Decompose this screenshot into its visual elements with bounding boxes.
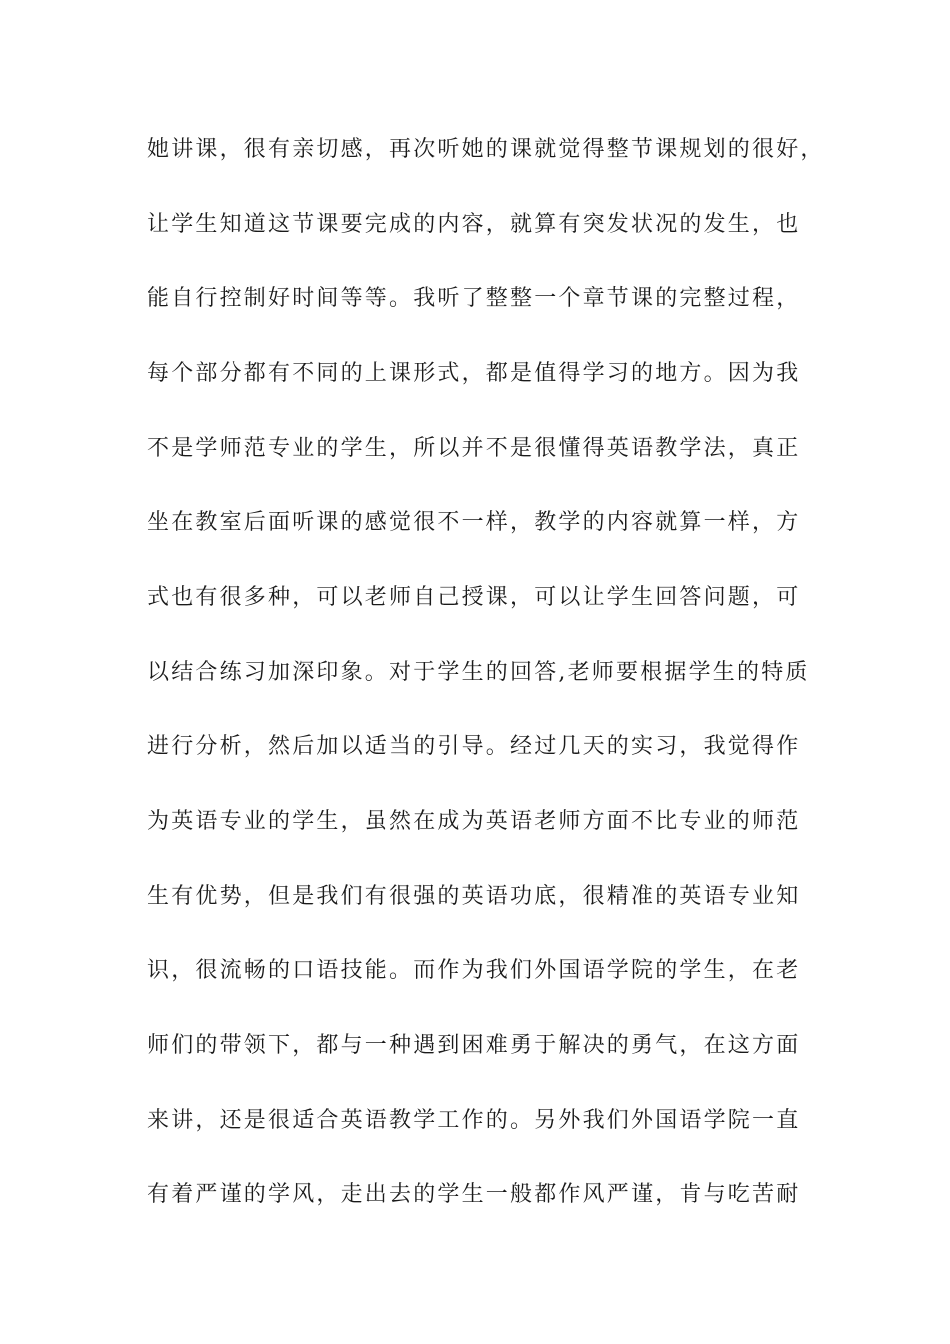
text-line: 式也有很多种，可以老师自己授课，可以让学生回答问题，可: [147, 584, 801, 610]
text-line: 师们的带领下，都与一种遇到困难勇于解决的勇气，在这方面: [147, 1032, 801, 1058]
text-line: 为英语专业的学生，虽然在成为英语老师方面不比专业的师范: [147, 808, 801, 834]
text-line: 坐在教室后面听课的感觉很不一样，教学的内容就算一样，方: [147, 510, 801, 536]
text-line: 进行分析，然后加以适当的引导。经过几天的实习，我觉得作: [147, 734, 801, 760]
text-line: 以结合练习加深印象。对于学生的回答,老师要根据学生的特质: [147, 659, 810, 685]
text-line: 不是学师范专业的学生，所以并不是很懂得英语教学法，真正: [147, 435, 801, 461]
text-line: 生有优势，但是我们有很强的英语功底，很精准的英语专业知: [147, 883, 801, 909]
body-text: [147, 126, 847, 1246]
text-line: 识，很流畅的口语技能。而作为我们外国语学院的学生，在老: [147, 958, 801, 984]
text-line: 来讲，还是很适合英语教学工作的。另外我们外国语学院一直: [147, 1107, 801, 1133]
text-line: 让学生知道这节课要完成的内容，就算有突发状况的发生，也: [147, 211, 801, 237]
text-line: 能自行控制好时间等等。我听了整整一个章节课的完整过程，: [147, 286, 801, 312]
text-line: 有着严谨的学风，走出去的学生一般都作风严谨，肯与吃苦耐: [147, 1182, 801, 1208]
text-line: 她讲课，很有亲切感，再次听她的课就觉得整节课规划的很好，: [147, 137, 825, 162]
text-line: 每个部分都有不同的上课形式，都是值得学习的地方。因为我: [147, 360, 801, 386]
